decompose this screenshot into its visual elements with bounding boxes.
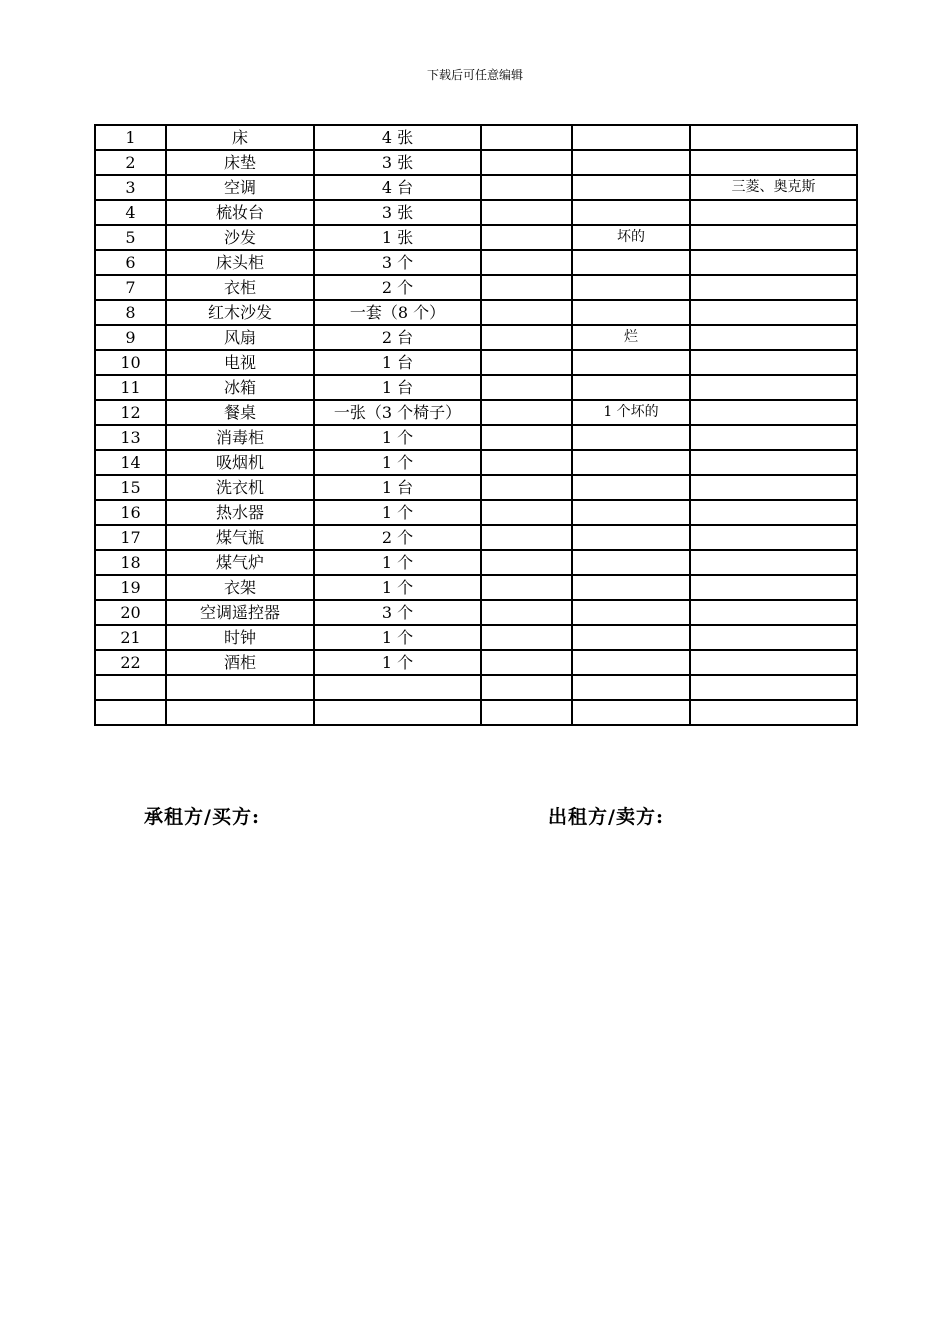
condition-note-cell: [572, 425, 690, 450]
remarks-cell: [690, 325, 857, 350]
item-name-cell: 梳妆台: [166, 200, 314, 225]
quantity-cell: 1 个: [314, 625, 481, 650]
row-number-cell: 18: [95, 550, 166, 575]
quantity-cell: 1 张: [314, 225, 481, 250]
column-4-cell: [481, 325, 572, 350]
row-number-cell: 9: [95, 325, 166, 350]
item-name-cell: 床垫: [166, 150, 314, 175]
remarks-cell: [690, 600, 857, 625]
column-4-cell: [481, 200, 572, 225]
column-4-cell: [481, 350, 572, 375]
row-number-cell: 8: [95, 300, 166, 325]
condition-note-cell: [572, 575, 690, 600]
column-4-cell: [481, 475, 572, 500]
condition-note-cell: [572, 125, 690, 150]
remarks-cell: [690, 125, 857, 150]
column-4-cell: [481, 625, 572, 650]
remarks-cell: [690, 150, 857, 175]
row-number-cell: 5: [95, 225, 166, 250]
remarks-cell: [690, 375, 857, 400]
quantity-cell: 3 张: [314, 150, 481, 175]
column-4-cell: [481, 300, 572, 325]
item-name-cell: 风扇: [166, 325, 314, 350]
column-4-cell: [481, 450, 572, 475]
remarks-cell: [690, 200, 857, 225]
quantity-cell: 1 个: [314, 450, 481, 475]
remarks-cell: [690, 700, 857, 725]
item-name-cell: 吸烟机: [166, 450, 314, 475]
quantity-cell: 2 个: [314, 275, 481, 300]
column-4-cell: [481, 150, 572, 175]
column-4-cell: [481, 575, 572, 600]
column-4-cell: [481, 700, 572, 725]
condition-note-cell: [572, 175, 690, 200]
inventory-table-body: [95, 125, 857, 725]
table-row: [95, 150, 857, 175]
column-4-cell: [481, 425, 572, 450]
item-name-cell: 床头柜: [166, 250, 314, 275]
table-row: [95, 275, 857, 300]
quantity-cell: 3 张: [314, 200, 481, 225]
item-name-cell: 床: [166, 125, 314, 150]
row-number-cell: 3: [95, 175, 166, 200]
quantity-cell: 2 个: [314, 525, 481, 550]
quantity-cell: 2 台: [314, 325, 481, 350]
table-row: [95, 125, 857, 150]
item-name-cell: 煤气炉: [166, 550, 314, 575]
item-name-cell: 衣柜: [166, 275, 314, 300]
quantity-cell: 1 个: [314, 575, 481, 600]
row-number-cell: 20: [95, 600, 166, 625]
item-name-cell: 空调: [166, 175, 314, 200]
row-number-cell: 17: [95, 525, 166, 550]
item-name-cell: 沙发: [166, 225, 314, 250]
item-name-cell: 消毒柜: [166, 425, 314, 450]
row-number-cell: 14: [95, 450, 166, 475]
row-number-cell: 11: [95, 375, 166, 400]
remarks-cell: [690, 650, 857, 675]
condition-note-cell: [572, 200, 690, 225]
row-number-cell: 7: [95, 275, 166, 300]
quantity-cell: 4 张: [314, 125, 481, 150]
item-name-cell: [166, 700, 314, 725]
column-4-cell: [481, 675, 572, 700]
item-name-cell: [166, 675, 314, 700]
table-row: [95, 425, 857, 450]
header-note: 下载后可任意编辑: [426, 68, 523, 82]
table-row: [95, 400, 857, 425]
item-name-cell: 红木沙发: [166, 300, 314, 325]
quantity-cell: 一张（3 个椅子）: [314, 400, 481, 425]
column-4-cell: [481, 225, 572, 250]
item-name-cell: 空调遥控器: [166, 600, 314, 625]
column-4-cell: [481, 175, 572, 200]
condition-note-cell: [572, 650, 690, 675]
remarks-cell: [690, 250, 857, 275]
remarks-cell: [690, 675, 857, 700]
remarks-cell: 三菱、奥克斯: [690, 175, 857, 200]
column-4-cell: [481, 375, 572, 400]
condition-note-cell: [572, 300, 690, 325]
condition-note-cell: [572, 350, 690, 375]
row-number-cell: 19: [95, 575, 166, 600]
tenant-buyer-signature-label: 承租方/买方:: [144, 806, 260, 828]
condition-note-cell: [572, 700, 690, 725]
table-row: [95, 300, 857, 325]
column-4-cell: [481, 600, 572, 625]
row-number-cell: 15: [95, 475, 166, 500]
row-number-cell: 10: [95, 350, 166, 375]
row-number-cell: 6: [95, 250, 166, 275]
condition-note-cell: 1 个坏的: [572, 400, 690, 425]
column-4-cell: [481, 125, 572, 150]
remarks-cell: [690, 500, 857, 525]
row-number-cell: 2: [95, 150, 166, 175]
remarks-cell: [690, 525, 857, 550]
quantity-cell: 1 个: [314, 425, 481, 450]
condition-note-cell: [572, 275, 690, 300]
table-row: [95, 675, 857, 700]
quantity-cell: 1 台: [314, 475, 481, 500]
item-name-cell: 电视: [166, 350, 314, 375]
remarks-cell: [690, 575, 857, 600]
item-name-cell: 时钟: [166, 625, 314, 650]
remarks-cell: [690, 475, 857, 500]
quantity-cell: 1 个: [314, 650, 481, 675]
condition-note-cell: [572, 625, 690, 650]
row-number-cell: 12: [95, 400, 166, 425]
table-row: [95, 650, 857, 675]
condition-note-cell: [572, 500, 690, 525]
item-name-cell: 酒柜: [166, 650, 314, 675]
quantity-cell: 3 个: [314, 600, 481, 625]
condition-note-cell: [572, 550, 690, 575]
item-name-cell: 冰箱: [166, 375, 314, 400]
column-4-cell: [481, 650, 572, 675]
remarks-cell: [690, 450, 857, 475]
item-name-cell: 洗衣机: [166, 475, 314, 500]
table-row: [95, 475, 857, 500]
item-name-cell: 衣架: [166, 575, 314, 600]
column-4-cell: [481, 525, 572, 550]
row-number-cell: 16: [95, 500, 166, 525]
column-4-cell: [481, 500, 572, 525]
remarks-cell: [690, 275, 857, 300]
row-number-cell: 21: [95, 625, 166, 650]
condition-note-cell: [572, 525, 690, 550]
landlord-seller-signature-label: 出租方/卖方:: [548, 806, 664, 828]
column-4-cell: [481, 275, 572, 300]
quantity-cell: 1 台: [314, 350, 481, 375]
quantity-cell: 1 个: [314, 500, 481, 525]
condition-note-cell: [572, 475, 690, 500]
condition-note-cell: [572, 250, 690, 275]
table-row: [95, 500, 857, 525]
column-4-cell: [481, 250, 572, 275]
item-name-cell: 餐桌: [166, 400, 314, 425]
condition-note-cell: [572, 600, 690, 625]
remarks-cell: [690, 400, 857, 425]
row-number-cell: 4: [95, 200, 166, 225]
table-row: [95, 575, 857, 600]
table-row: [95, 550, 857, 575]
quantity-cell: 一套（8 个）: [314, 300, 481, 325]
row-number-cell: 13: [95, 425, 166, 450]
quantity-cell: 1 个: [314, 550, 481, 575]
condition-note-cell: [572, 150, 690, 175]
remarks-cell: [690, 550, 857, 575]
remarks-cell: [690, 300, 857, 325]
table-row: [95, 525, 857, 550]
row-number-cell: 22: [95, 650, 166, 675]
row-number-cell: [95, 675, 166, 700]
condition-note-cell: [572, 375, 690, 400]
condition-note-cell: [572, 675, 690, 700]
quantity-cell: 3 个: [314, 250, 481, 275]
table-row: [95, 350, 857, 375]
condition-note-cell: 烂: [572, 325, 690, 350]
inventory-table: [94, 124, 858, 726]
table-row: [95, 625, 857, 650]
quantity-cell: [314, 700, 481, 725]
remarks-cell: [690, 225, 857, 250]
table-row: [95, 225, 857, 250]
item-name-cell: 热水器: [166, 500, 314, 525]
remarks-cell: [690, 625, 857, 650]
table-row: [95, 450, 857, 475]
condition-note-cell: 坏的: [572, 225, 690, 250]
remarks-cell: [690, 425, 857, 450]
table-row: [95, 325, 857, 350]
table-row: [95, 200, 857, 225]
quantity-cell: [314, 675, 481, 700]
table-row: [95, 600, 857, 625]
table-row: [95, 250, 857, 275]
item-name-cell: 煤气瓶: [166, 525, 314, 550]
row-number-cell: [95, 700, 166, 725]
table-row: [95, 175, 857, 200]
remarks-cell: [690, 350, 857, 375]
row-number-cell: 1: [95, 125, 166, 150]
quantity-cell: 4 台: [314, 175, 481, 200]
column-4-cell: [481, 400, 572, 425]
table-row: [95, 700, 857, 725]
table-row: [95, 375, 857, 400]
quantity-cell: 1 台: [314, 375, 481, 400]
condition-note-cell: [572, 450, 690, 475]
column-4-cell: [481, 550, 572, 575]
